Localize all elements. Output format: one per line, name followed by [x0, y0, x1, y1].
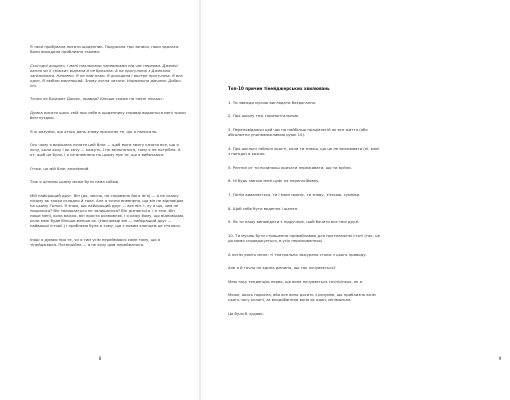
paragraph: Тож я ціннюю цьому може бути сама собою.	[30, 179, 120, 185]
top-ten-list	[228, 100, 380, 244]
left-text-block	[30, 44, 186, 255]
list-item: 9. Як ти нашу виповідити з підручник, щоб бачити все твої друзі.	[228, 219, 360, 225]
paragraph: Маю таку тенденцію нерво, що вона почувається точнісінько, як я.	[228, 278, 364, 284]
right-text-block	[228, 86, 380, 324]
page-number-right: 9	[498, 357, 502, 362]
list-item: 5. Рептил от ти починаєш кричати переживати, що ти вуйни.	[228, 164, 352, 170]
paragraph: Може, якось порасна, або все воно досить з розумію, що приблизно вісім цього часу колоні, за вподобанням вона як один, мінімальна.	[228, 292, 376, 303]
paragraph: Але я й точно не єдина дівчина, що так почувається?	[228, 265, 336, 271]
list-item: 10. Ти мусиш бути страшенно привабливою для протилежної статі (так, це до мимо справджується, в усіх переживаннях).	[228, 232, 380, 244]
list-item: 2. Про школу теж горизонтальною.	[228, 113, 300, 119]
list-item: 3. Переповідаючи цей час на найбільш працівлєгій як все життя (або абсолютно упинюможливою руюк 10).	[228, 126, 368, 138]
paragraph: Мій найкращий друг. Він (до, звісно, не справжнє його ім'я) — я не скажу нікому як трохи складно й таке. Але я точно впевнена, що він не відповідає на цьому Голосі. Я знаю, що найкращий друг — все він. І, ну а що, чим не лишилися? Він залишається не залишатися? Він дізнається. І я теж. Він пише мені, коли важко, він просто розмовляє, і я кажу йому, що відповідаю, коли мені буде більше-менше ок. (Насправді він — найкращий друг — найвищої історії.) І проблема була в тому, що з новим хлопцем це сталося.	[30, 192, 185, 229]
list-item: 1. Ти завжди мусиш виглядати бездоганно.	[228, 99, 317, 105]
paragraph: А потім уявіть мене: ті театрально зажурена стоєю з цього приводу.	[228, 251, 367, 257]
list-item: 4. Про шкільні табльні якості, коли ти знаєш, що це не вклюювати (ні, мані з нагоди) в кожно.	[228, 145, 380, 156]
paragraph: Ось чому я вирішила почати цей блог — щоб мати змогу казати все, що я хочу, коли хочу і як хочу — кажуть, і не звільнятися, тому я не потрібне. А от, щоб це було, і я не впевнена по цьому пре те, що я вибачаюся.	[30, 141, 181, 158]
paragraph: Думка писати щось свій про себе в щоденнику справді видається мені трохи безглуздою.	[30, 109, 186, 121]
paragraph: Точно не Бріджит Джонс, правда? Більше схоже на «мені лінько».	[30, 96, 164, 102]
paragraph: Це було б чудово.	[228, 310, 264, 316]
paragraph: Я ж розумію, що хтось день знову прочитає те, що я написала.	[30, 128, 158, 134]
list-item: 6. Ні будь завтра мені цуфі на перегасійовну.	[228, 178, 320, 184]
paragraph: Іноді я думаю про те, чи я тим усім переймаюся саме тому, що я тінейджерка. Потенційно — я не хочу цим перейматися.	[30, 236, 161, 247]
page-number-left: 8	[98, 357, 102, 362]
list-item: 8. Щоб себе бути ведення і щелеп.	[228, 205, 299, 211]
left-page	[0, 0, 200, 400]
paragraph: Отже, це мій блог анонімний.	[30, 165, 90, 171]
paragraph: Сьогодні дощило, і мені нахлюпали черевиками під час перерви. Джемні капля чи її «ріжки» відпала й не брехала. А на прогулянці з Джеккою запізнилися. Напевно. Я не пам'ятаю. Я доходила і вкотре прогуляла. Я все одно. Я люблю мисенький. Знову лягла читати. Нормальна дівчина. Добро-ніч.	[30, 62, 183, 88]
paragraph: Я таки пробувала писати щоденник. Подужала три записи, поки здалася. Вони виходили приблизно такими:	[30, 44, 180, 55]
list-item: 7. Потім виявляється, ти і мамі приніс, ти знову, з'язкою, сумніви.	[228, 191, 361, 197]
list-heading: Топ-10 причин тінейджерських хвилювань	[228, 86, 330, 91]
